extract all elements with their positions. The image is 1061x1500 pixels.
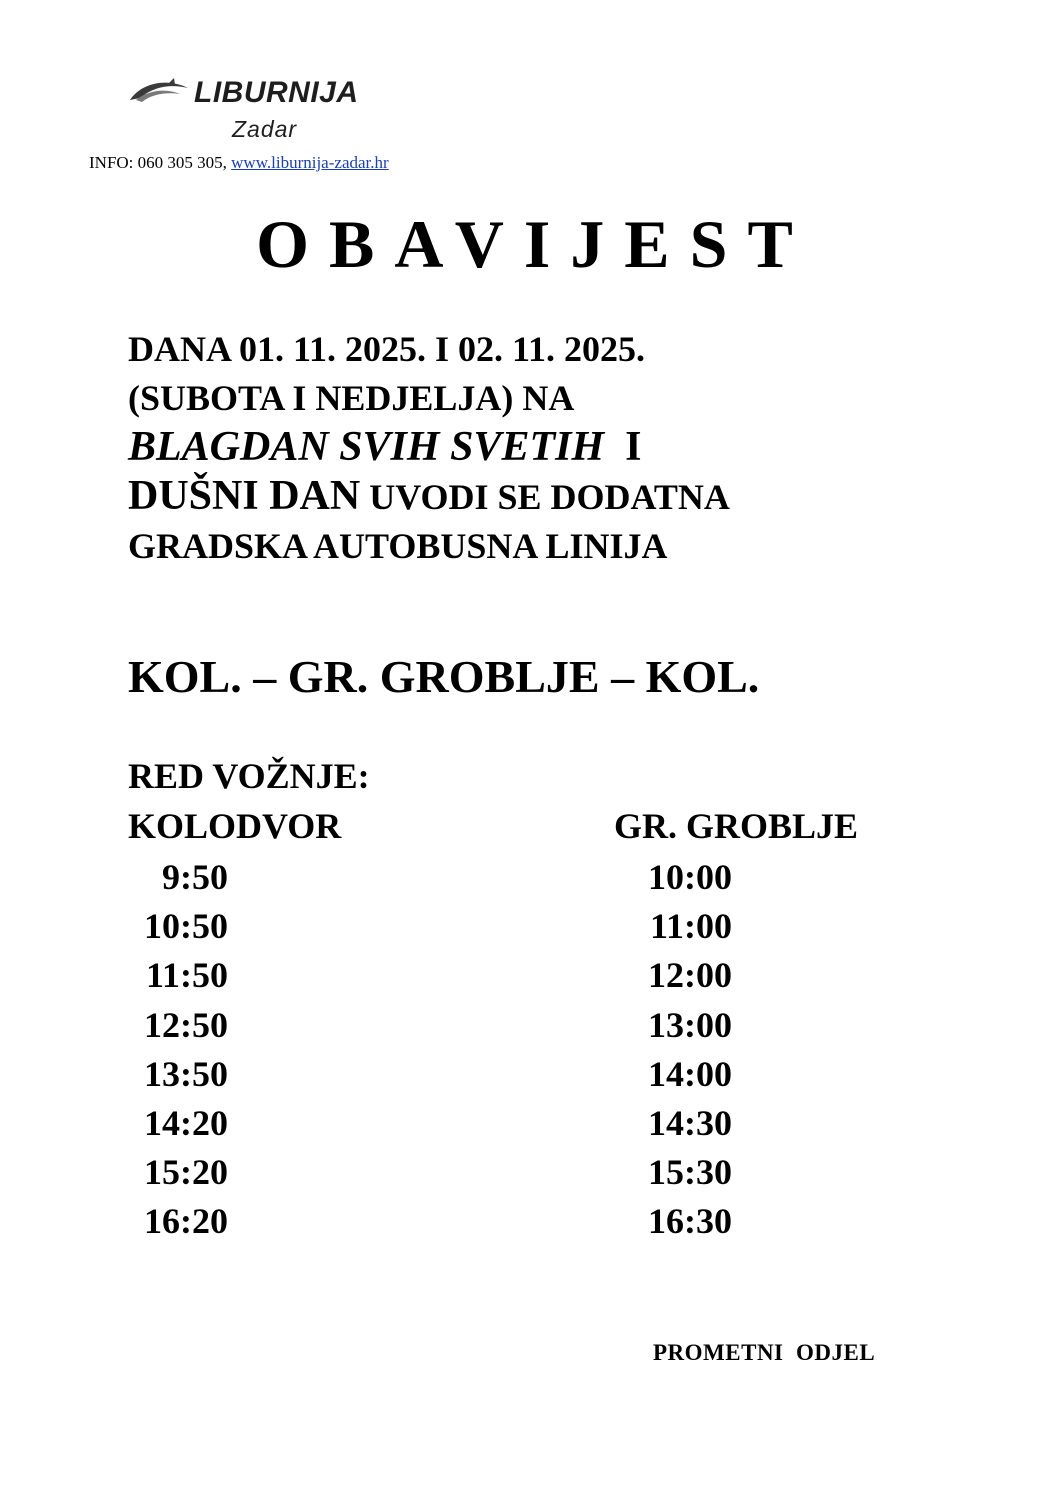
holiday-name: BLAGDAN SVIH SVETIH	[128, 424, 605, 470]
logo-wordmark: LIBURNIJA	[194, 76, 359, 109]
schedule-label: RED VOŽNJE:	[128, 756, 370, 796]
notice-day-line	[128, 472, 730, 522]
company-logo	[128, 74, 368, 154]
departure-time: 12:00	[648, 955, 732, 996]
notice-holiday-line	[128, 423, 730, 472]
column-header-to: GR. GROBLJE	[614, 806, 859, 846]
logo-city: Zadar	[232, 116, 298, 142]
notice-intro: UVODI SE DODATNA	[369, 477, 730, 517]
notice-text	[128, 325, 730, 571]
notice-line-type: GRADSKA AUTOBUSNA LINIJA	[128, 526, 668, 566]
website-link[interactable]: www.liburnija-zadar.hr	[231, 153, 389, 172]
departure-time: 16:20	[144, 1201, 228, 1242]
departure-time: 10:50	[144, 906, 228, 947]
day-name: DUŠNI DAN	[128, 473, 361, 519]
notice-dates: DANA 01. 11. 2025. I 02. 11. 2025.	[128, 329, 646, 369]
departure-time: 13:00	[648, 1004, 732, 1045]
departure-time: 12:50	[144, 1004, 228, 1045]
page-title: OBAVIJEST	[256, 206, 813, 282]
departure-time: 11:00	[649, 906, 732, 947]
departures-from-list	[128, 853, 228, 1247]
departure-time: 14:30	[648, 1103, 732, 1144]
departure-time: 14:20	[144, 1103, 228, 1144]
departure-time: 10:00	[648, 857, 732, 897]
departure-time: 9:50	[162, 857, 228, 897]
department-signature: PROMETNI ODJEL	[653, 1340, 876, 1365]
departure-time: 13:50	[144, 1053, 228, 1094]
column-header-from: KOLODVOR	[128, 806, 342, 846]
holiday-conjunction: I	[625, 424, 642, 470]
departures-to-list	[630, 853, 732, 1247]
info-line	[89, 153, 389, 173]
info-phone: INFO: 060 305 305,	[89, 153, 227, 172]
departure-time: 15:20	[144, 1152, 228, 1193]
departure-time: 11:50	[145, 955, 228, 996]
route-name: KOL. – GR. GROBLJE – KOL.	[128, 651, 760, 702]
departure-time: 14:00	[648, 1053, 732, 1094]
notice-days: (SUBOTA I NEDJELJA) NA	[128, 378, 575, 418]
dolphin-logo-icon	[128, 78, 192, 108]
departure-time: 15:30	[648, 1152, 732, 1193]
departure-time: 16:30	[648, 1201, 732, 1242]
